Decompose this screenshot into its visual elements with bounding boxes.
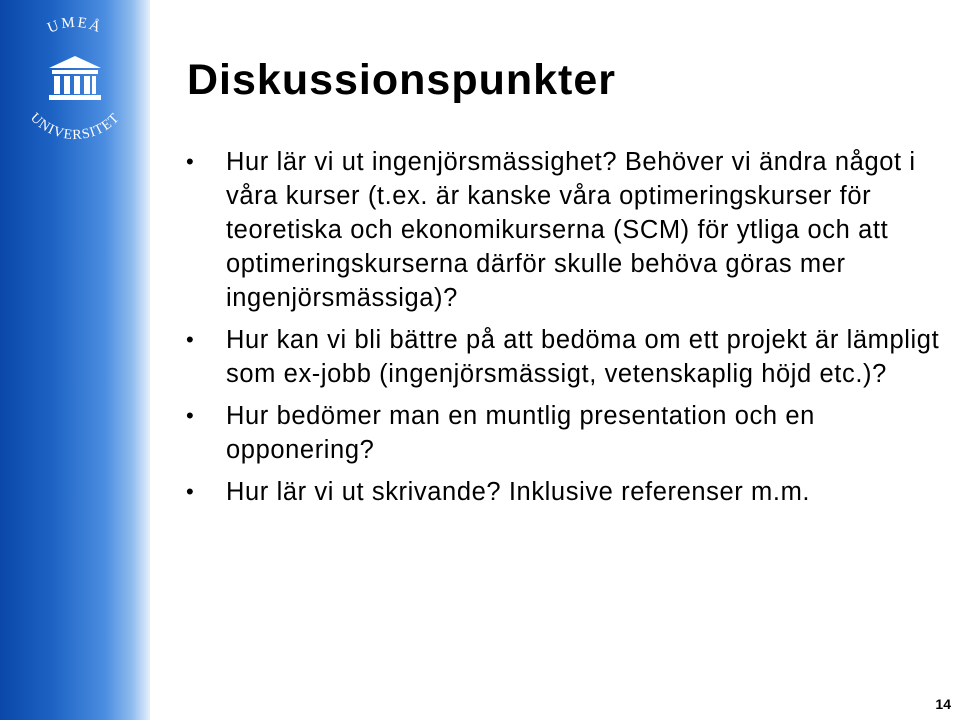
page-number: 14 xyxy=(935,696,951,712)
university-building-icon xyxy=(49,56,101,100)
bullet-item: • Hur lär vi ut skrivande? Inklusive referenser m.m. xyxy=(186,475,956,509)
bullet-item: • Hur bedömer man en muntlig presentation och en opponering? xyxy=(186,399,956,467)
sidebar-band xyxy=(0,0,150,720)
bullet-item: • Hur kan vi bli bättre på att bedöma om ett projekt är lämpligt som ex-jobb (ingenjörsmässigt, vetenskaplig höjd etc.)? xyxy=(186,323,956,391)
logo-text-upper: UMEÅ xyxy=(45,14,105,37)
university-logo xyxy=(2,6,148,152)
bullet-item: • Hur lär vi ut ingenjörsmässighet? Behöver vi ändra något i våra kurser (t.ex. är kanske våra optimeringskurser för teoretiska och ekonomikurserna (SCM) för ytliga och att optimeringskurserna därför skulle behöva göras mer ingenjörsmässiga)? xyxy=(186,145,956,315)
bullet-list xyxy=(186,145,956,517)
slide-title: Diskussionspunkter xyxy=(187,56,616,104)
logo-text-lower: UNIVERSITET xyxy=(27,110,123,144)
